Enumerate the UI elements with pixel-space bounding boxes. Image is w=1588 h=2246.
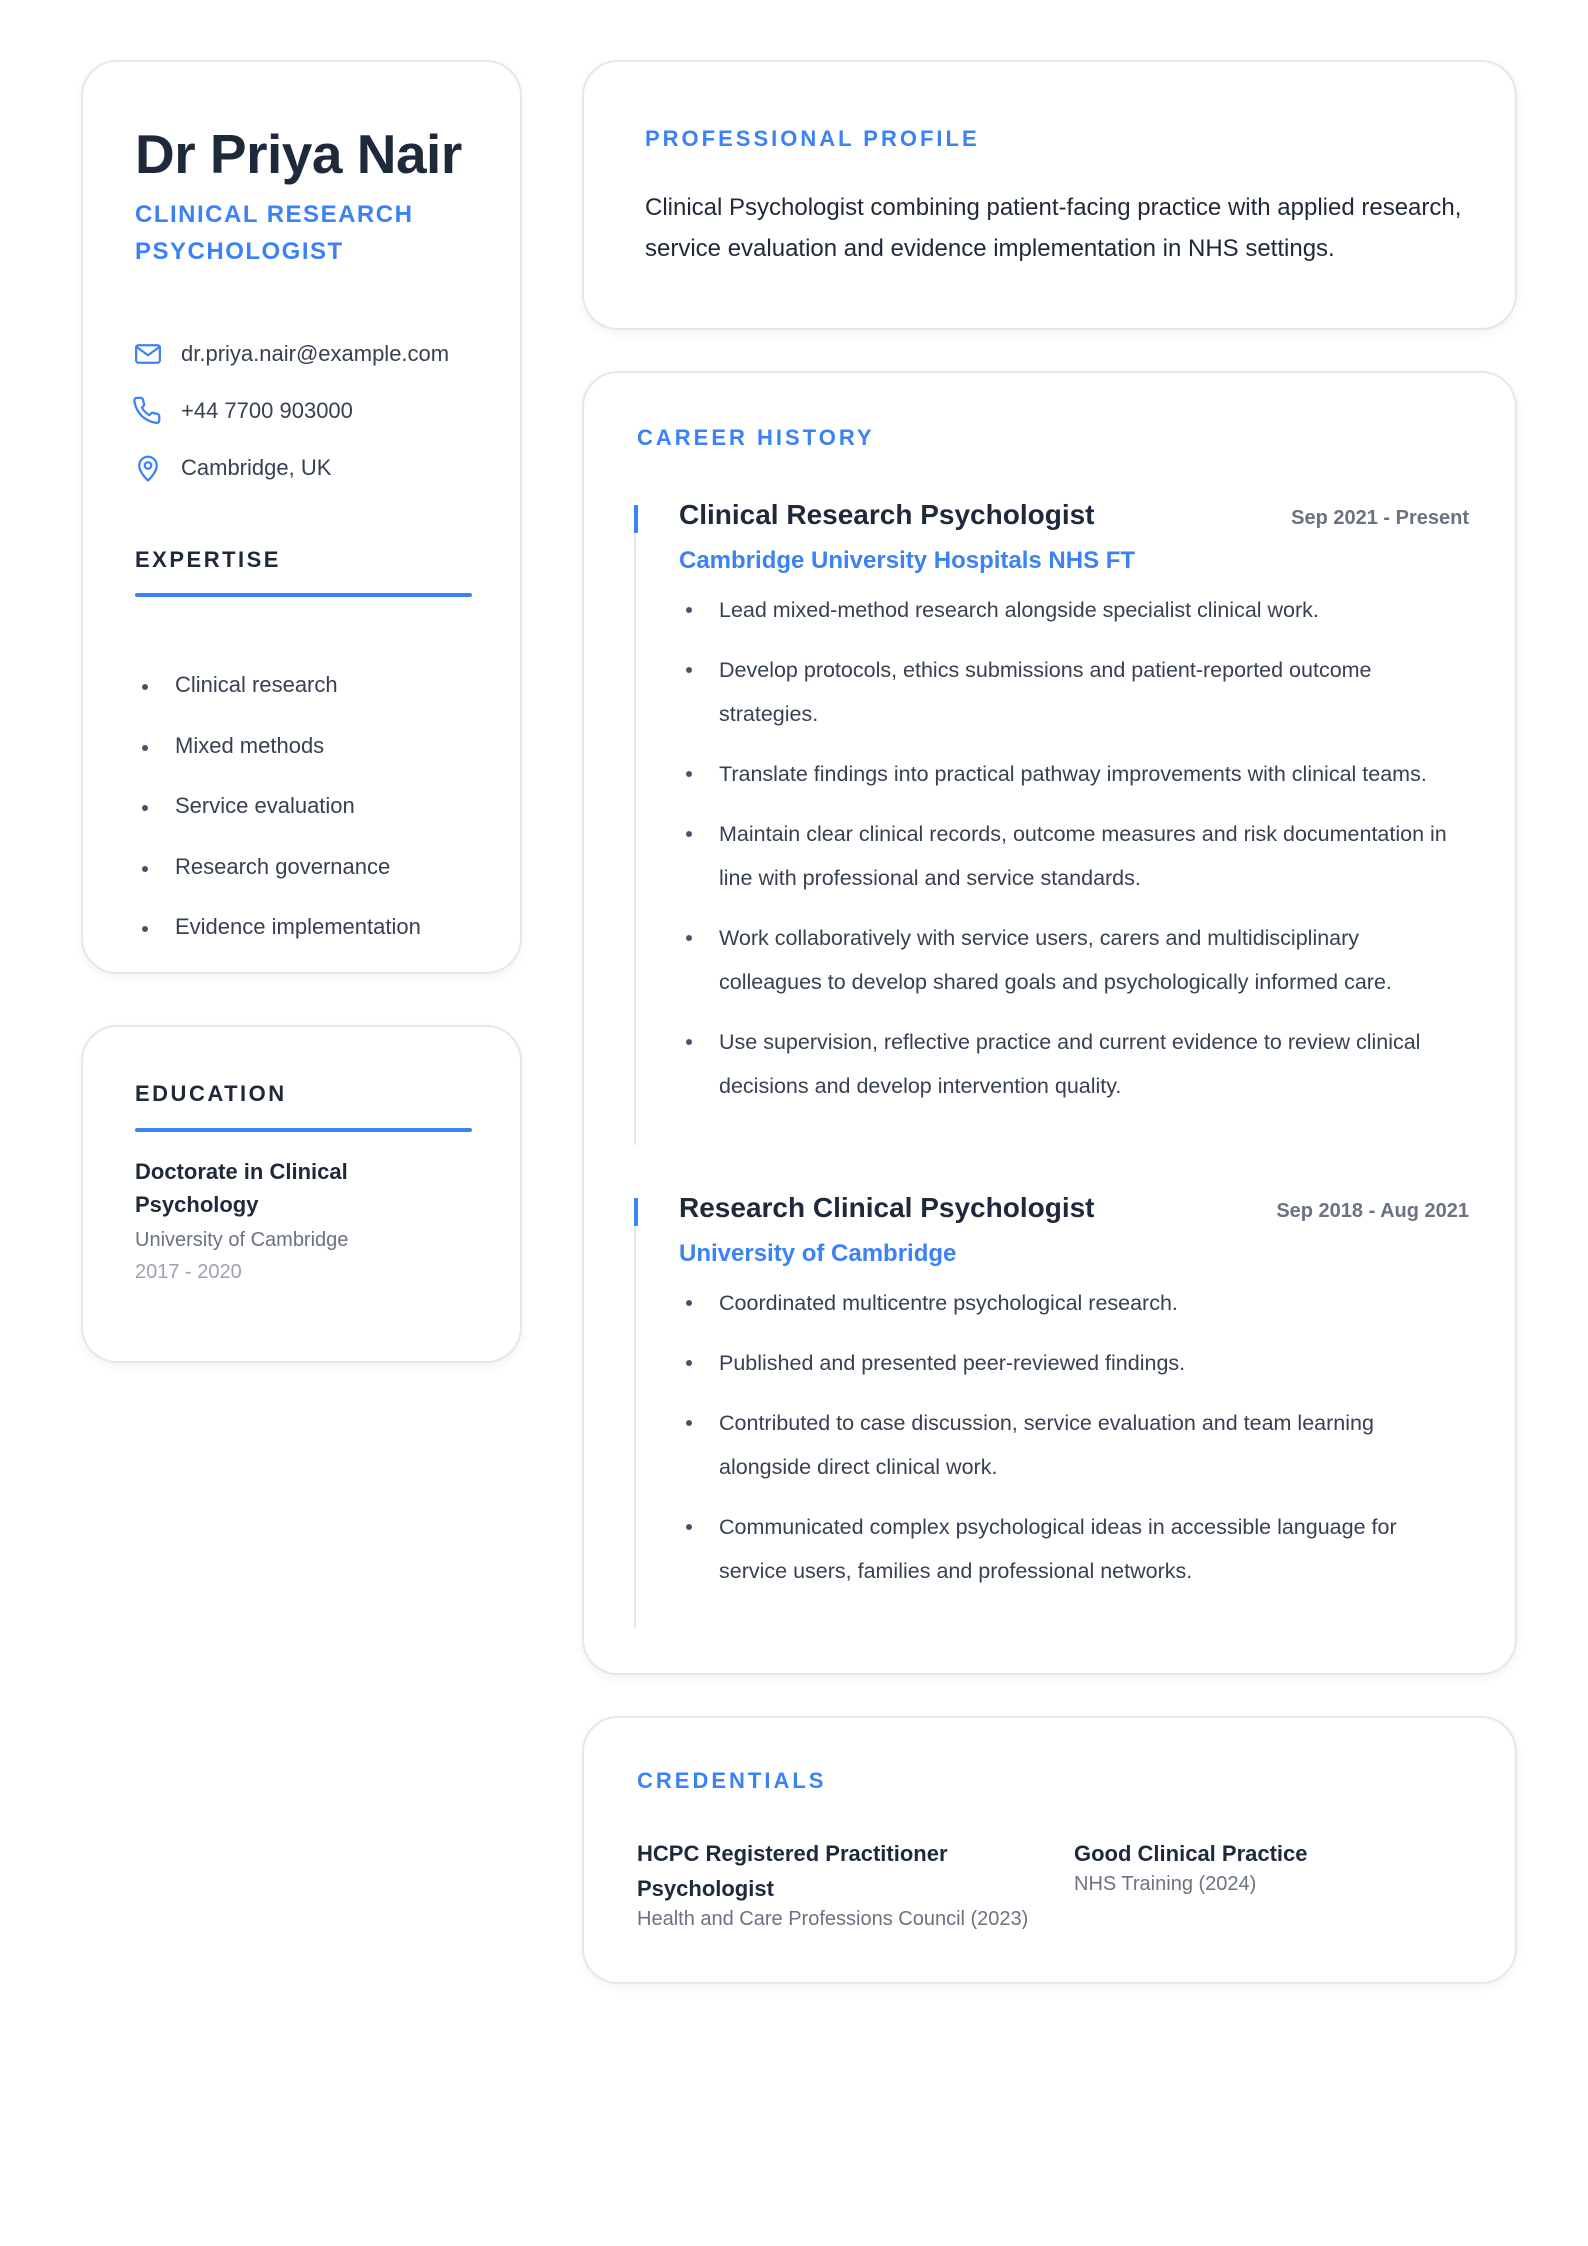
profile-summary: Clinical Psychologist combining patient-facing practice with applied research, service evaluation and evidence implementation in NHS settings. [645, 194, 1462, 262]
job-bullet: Develop protocols, ethics submissions and patient-reported outcome strategies. [679, 648, 1459, 736]
education-degree: Doctorate in Clinical Psychology [135, 1159, 348, 1217]
education-school: University of Cambridge [135, 1229, 349, 1251]
job-timeline-line [634, 505, 636, 1145]
job-bullet: Coordinated multicentre psychological research. [679, 1281, 1459, 1325]
job-bullets [679, 588, 1459, 1124]
location-text: Cambridge, UK [181, 455, 332, 480]
contact-phone[interactable] [133, 396, 353, 426]
credential-issuer: Health and Care Professions Council (2023) [637, 1908, 1029, 1930]
credential-title: HCPC Registered Practitioner Psychologist [637, 1841, 948, 1901]
education-years: 2017 - 2020 [135, 1261, 242, 1283]
job-bullet: Contributed to case discussion, service evaluation and team learning alongside direct clinical work. [679, 1401, 1459, 1489]
job-role-title: CLINICAL RESEARCH PSYCHOLOGIST [135, 201, 414, 265]
expertise-item: Research governance [135, 852, 421, 913]
job-timeline-marker [634, 1198, 638, 1226]
career-card [582, 371, 1517, 1675]
job-dates: Sep 2018 - Aug 2021 [1276, 1200, 1469, 1222]
job-timeline-marker [634, 505, 638, 533]
job-dates: Sep 2021 - Present [1291, 507, 1469, 529]
expertise-underline [135, 593, 472, 597]
job-entry [634, 1192, 1469, 1628]
education-heading: EDUCATION [135, 1081, 287, 1106]
contact-location [133, 453, 331, 483]
job-bullets [679, 1281, 1459, 1609]
credentials-heading: CREDENTIALS [637, 1768, 827, 1793]
education-card [81, 1025, 522, 1363]
expertise-item: Service evaluation [135, 791, 421, 852]
identity-card [81, 60, 522, 974]
expertise-item: Clinical research [135, 670, 421, 731]
expertise-item: Mixed methods [135, 731, 421, 792]
job-organisation: University of Cambridge [679, 1240, 957, 1267]
mail-icon [133, 339, 163, 369]
location-pin-icon [133, 453, 163, 483]
job-bullet: Communicated complex psychological ideas in accessible language for service users, families and professional networks. [679, 1505, 1459, 1593]
expertise-heading: EXPERTISE [135, 547, 281, 572]
expertise-list [135, 670, 421, 973]
job-title: Clinical Research Psychologist [679, 499, 1095, 530]
profile-heading: PROFESSIONAL PROFILE [645, 126, 980, 151]
job-bullet: Lead mixed-method research alongside specialist clinical work. [679, 588, 1459, 632]
career-heading: CAREER HISTORY [637, 425, 875, 450]
expertise-item: Evidence implementation [135, 912, 421, 973]
credentials-card [582, 1716, 1517, 1984]
credential-issuer: NHS Training (2024) [1074, 1873, 1257, 1895]
job-bullet: Maintain clear clinical records, outcome measures and risk documentation in line with professional and service standards. [679, 812, 1459, 900]
job-bullet: Work collaboratively with service users, carers and multidisciplinary colleagues to develop shared goals and psychologically informed care. [679, 916, 1459, 1004]
job-bullet: Translate findings into practical pathway improvements with clinical teams. [679, 752, 1459, 796]
contact-email[interactable] [133, 339, 449, 369]
job-bullet: Use supervision, reflective practice and current evidence to review clinical decisions and develop intervention quality. [679, 1020, 1459, 1108]
credential-item [1074, 1836, 1494, 1896]
phone-icon [133, 396, 163, 426]
job-entry [634, 499, 1469, 1145]
person-name: Dr Priya Nair [135, 123, 462, 185]
job-organisation: Cambridge University Hospitals NHS FT [679, 547, 1136, 574]
credential-title: Good Clinical Practice [1074, 1841, 1308, 1866]
phone-text: +44 7700 903000 [181, 398, 353, 423]
job-timeline-line [634, 1198, 636, 1628]
credential-item [637, 1836, 1057, 1931]
email-text: dr.priya.nair@example.com [181, 341, 450, 366]
education-underline [135, 1128, 472, 1132]
job-title: Research Clinical Psychologist [679, 1192, 1095, 1223]
profile-card [582, 60, 1517, 330]
job-bullet: Published and presented peer-reviewed findings. [679, 1341, 1459, 1385]
